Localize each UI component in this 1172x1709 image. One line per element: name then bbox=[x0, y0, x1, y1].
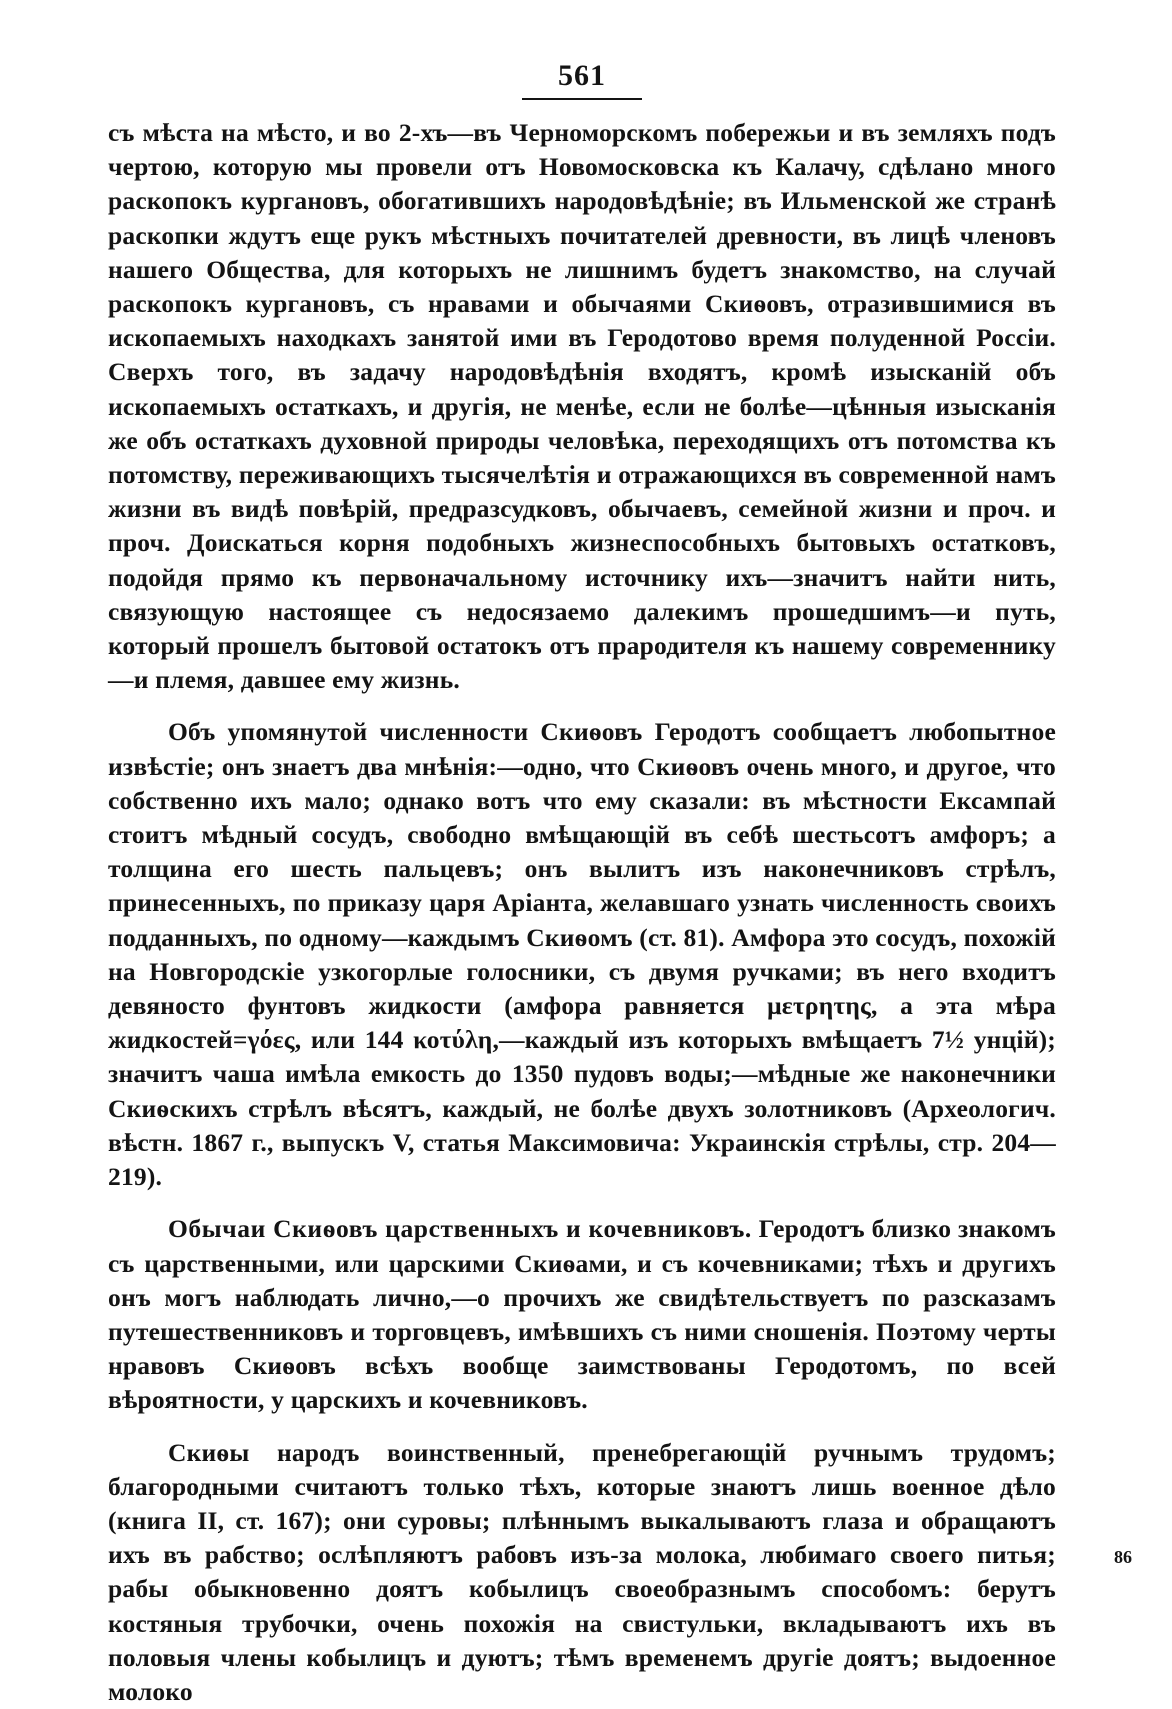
book-page bbox=[108, 58, 1056, 1706]
paragraph-3 bbox=[108, 1212, 1056, 1417]
paragraph-2: Объ упомянутой численности Скиѳовъ Геродотъ сообщаетъ любопытное извѣстіе; онъ знаетъ два мнѣнія:—одно, что Скиѳовъ очень много, и другое, что собственно ихъ мало; однако вотъ что ему сказали: въ мѣстности Ексампай стоитъ мѣдный сосудъ, свободно вмѣщающій въ себѣ шестьсотъ амфоръ; а толщина его шесть пальцевъ; онъ вылитъ изъ наконечниковъ стрѣлъ, принесенныхъ, по приказу царя Аріанта, желавшаго узнать численность своихъ подданныхъ, по одному—каждымъ Скиѳомъ (ст. 81). Амфора это сосудъ, похожій на Новгородскіе узкогорлые голосники, съ двумя ручками; въ него входитъ девяносто фунтовъ жидкости (амфора равняется μετρητης, а эта мѣра жидкостей=γόες, или 144 κοτύλη,—каждый изъ которыхъ вмѣщаетъ 7½ унцій); значитъ чаша имѣла емкость до 1350 пудовъ воды;—мѣдные же наконечники Скиѳскихъ стрѣлъ вѣсятъ, каждый, не болѣе двухъ золотниковъ (Археологич. вѣстн. 1867 г., выпускъ V, статья Максимовича: Украинскія стрѣлы, стр. 204—219). bbox=[108, 717, 1056, 1192]
paragraph-4: Скиѳы народъ воинственный, пренебрегающій ручнымъ трудомъ; благородными считаютъ только тѣхъ, которые знаютъ лишь военное дѣло (книга II, ст. 167); они суровы; плѣннымъ выкалываютъ глаза и обращаютъ ихъ въ рабство; ослѣпляютъ рабовъ изъ-за молока, любимаго своего питья; рабы обыкновенно доятъ кобылицъ своеобразнымъ способомъ: берутъ костяныя трубочки, очень похожія на свистульки, вкладываютъ ихъ въ половыя члены кобылицъ и дуютъ; тѣмъ временемъ другіе доятъ; выдоенное молоко bbox=[108, 1437, 1056, 1706]
paragraph-1: съ мѣста на мѣсто, и во 2-хъ—въ Черноморскомъ побережьи и въ земляхъ подъ чертою, которую мы провели отъ Новомосковска къ Калачу, сдѣлано много раскопокъ кургановъ, обогатившихъ народовѣдѣніе; въ Ильменской же странѣ раскопки ждутъ еще рукъ мѣстныхъ почитателей древности, въ лицѣ членовъ нашего Общества, для которыхъ не лишнимъ будетъ знакомство, на случай раскопокъ кургановъ, съ нравами и обычаями Скиѳовъ, отразившимися въ ископаемыхъ находкахъ занятой ими въ Геродотово время полуденной Россіи. Сверхъ того, въ задачу народовѣдѣнія входятъ, кромѣ изысканій объ ископаемыхъ остаткахъ, и другія, не менѣе, если не болѣе—цѣнныя изысканія же объ остаткахъ духовной природы человѣка, переходящихъ отъ потомства къ потомству, переживающихъ тысячелѣтія и отражающихся въ современной намъ жизни въ видѣ повѣрій, предразсудковъ, обычаевъ, семейной жизни и проч. и проч. Доискаться корня подобныхъ жизнеспособныхъ бытовыхъ остатковъ, подойдя прямо къ первоначальному источнику ихъ—значитъ найти нить, связующую настоящее съ недосязаемо далекимъ прошедшимъ—и путь, который прошелъ бытовой остатокъ отъ прародителя къ нашему современнику—и племя, давшее ему жизнь. bbox=[108, 118, 1056, 695]
body-text bbox=[108, 116, 1056, 1709]
page-number: 561 bbox=[558, 59, 606, 92]
paragraph-3-body: Геродотъ близко знакомъ съ царственными, или царскими Скиѳами, и съ кочевниками; тѣхъ и другихъ онъ могъ наблюдать лично,—о прочихъ же свидѣтельствуетъ по разсказамъ путешественниковъ и торговцевъ, имѣвшихъ съ ними сношенія. Поэтому черты нравовъ Скиѳовъ всѣхъ вообще заимствованы Геродотомъ, по всей вѣроятности, у царскихъ и кочевниковъ. bbox=[108, 1214, 1056, 1415]
section-heading: Обычаи Скиѳовъ царственныхъ и кочевниковъ. bbox=[168, 1214, 752, 1244]
paragraph-gap bbox=[108, 1194, 1056, 1212]
paragraph-gap bbox=[108, 1418, 1056, 1436]
signature-mark: 86 bbox=[1114, 1547, 1132, 1567]
paragraph-gap bbox=[108, 697, 1056, 715]
header-rule bbox=[522, 98, 642, 100]
